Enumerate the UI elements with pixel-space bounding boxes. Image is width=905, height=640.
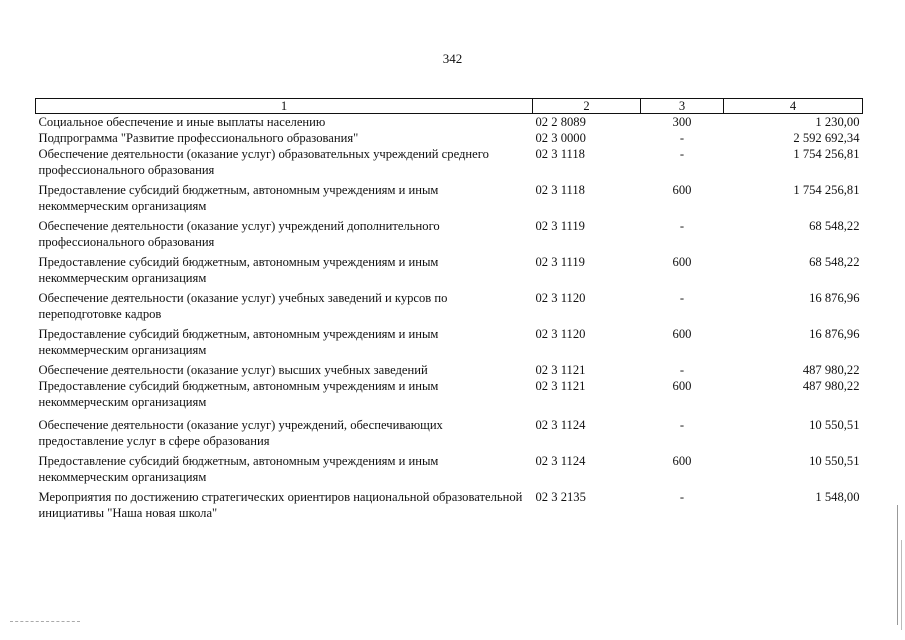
table-row <box>36 182 863 218</box>
page-edge-line <box>897 505 898 625</box>
row-description: Обеспечение деятельности (оказание услуг) высших учебных заведений <box>38 363 428 377</box>
budget-table <box>35 98 863 525</box>
row-expense-type: - <box>679 363 685 377</box>
scan-artifact-mark <box>10 621 80 622</box>
row-expense-type: 600 <box>672 379 692 393</box>
page-edge-line <box>901 540 902 630</box>
row-description: Социальное обеспечение и иные выплаты населению <box>38 115 326 129</box>
row-code: 02 3 2135 <box>535 490 586 504</box>
table-row <box>36 130 863 146</box>
row-amount: 1 548,00 <box>815 490 860 504</box>
row-expense-type: 600 <box>672 454 692 468</box>
row-description: Предоставление субсидий бюджетным, автономным учреждениям и иным некоммерческим организациям <box>38 183 439 213</box>
row-code: 02 3 1124 <box>535 454 586 468</box>
row-description: Обеспечение деятельности (оказание услуг) учреждений дополнительного профессионального образования <box>38 219 440 249</box>
row-amount: 1 230,00 <box>815 115 860 129</box>
row-description: Предоставление субсидий бюджетным, автономным учреждениям и иным некоммерческим организациям <box>38 379 439 409</box>
row-description: Предоставление субсидий бюджетным, автономным учреждениям и иным некоммерческим организациям <box>38 255 439 285</box>
row-expense-type: 600 <box>672 255 692 269</box>
row-amount: 68 548,22 <box>809 219 860 233</box>
row-expense-type: 600 <box>672 327 692 341</box>
row-amount: 16 876,96 <box>809 327 860 341</box>
column-header-2: 2 <box>533 99 641 114</box>
row-description: Предоставление субсидий бюджетным, автономным учреждениям и иным некоммерческим организациям <box>38 327 439 357</box>
row-amount: 1 754 256,81 <box>793 183 860 197</box>
row-amount: 10 550,51 <box>809 418 860 432</box>
row-expense-type: - <box>679 418 685 432</box>
table-row <box>36 290 863 326</box>
table-row <box>36 417 863 453</box>
column-header-1: 1 <box>36 99 533 114</box>
row-code: 02 3 1120 <box>535 291 586 305</box>
row-code: 02 3 1118 <box>535 147 585 161</box>
table-header-row <box>36 99 863 114</box>
row-expense-type: 300 <box>672 115 692 129</box>
table-row <box>36 326 863 362</box>
row-expense-type: - <box>679 219 685 233</box>
table-row <box>36 489 863 525</box>
row-amount: 487 980,22 <box>802 363 860 377</box>
row-code: 02 3 1119 <box>535 255 585 269</box>
row-code: 02 3 1121 <box>535 379 586 393</box>
row-expense-type: - <box>679 490 685 504</box>
row-amount: 1 754 256,81 <box>793 147 860 161</box>
row-expense-type: 600 <box>672 183 692 197</box>
table-row <box>36 254 863 290</box>
row-amount: 16 876,96 <box>809 291 860 305</box>
table-row <box>36 453 863 489</box>
row-amount: 68 548,22 <box>809 255 860 269</box>
row-code: 02 3 1121 <box>535 363 586 377</box>
row-code: 02 3 0000 <box>535 131 586 145</box>
row-expense-type: - <box>679 131 685 145</box>
row-code: 02 3 1124 <box>535 418 586 432</box>
table-row <box>36 362 863 378</box>
column-header-4: 4 <box>724 99 863 114</box>
column-header-3: 3 <box>641 99 724 114</box>
row-amount: 487 980,22 <box>802 379 860 393</box>
row-description: Мероприятия по достижению стратегических ориентиров национальной образовательной инициативы "Наша новая школа" <box>38 490 523 520</box>
row-description: Предоставление субсидий бюджетным, автономным учреждениям и иным некоммерческим организациям <box>38 454 439 484</box>
row-description: Обеспечение деятельности (оказание услуг) образовательных учреждений среднего профессионального образования <box>38 147 489 177</box>
table-row <box>36 378 863 417</box>
row-expense-type: - <box>679 291 685 305</box>
row-description: Подпрограмма "Развитие профессионального образования" <box>38 131 359 145</box>
row-code: 02 2 8089 <box>535 115 586 129</box>
table-row <box>36 218 863 254</box>
page-number: 342 <box>442 51 463 66</box>
table-row <box>36 114 863 131</box>
row-description: Обеспечение деятельности (оказание услуг) учреждений, обеспечивающих предоставление услуг в сфере образования <box>38 418 443 448</box>
row-expense-type: - <box>679 147 685 161</box>
table-body <box>36 114 863 526</box>
row-code: 02 3 1118 <box>535 183 585 197</box>
row-amount: 2 592 692,34 <box>793 131 860 145</box>
row-code: 02 3 1119 <box>535 219 585 233</box>
row-amount: 10 550,51 <box>809 454 860 468</box>
table-row <box>36 146 863 182</box>
row-code: 02 3 1120 <box>535 327 586 341</box>
row-description: Обеспечение деятельности (оказание услуг) учебных заведений и курсов по переподготовке кадров <box>38 291 448 321</box>
